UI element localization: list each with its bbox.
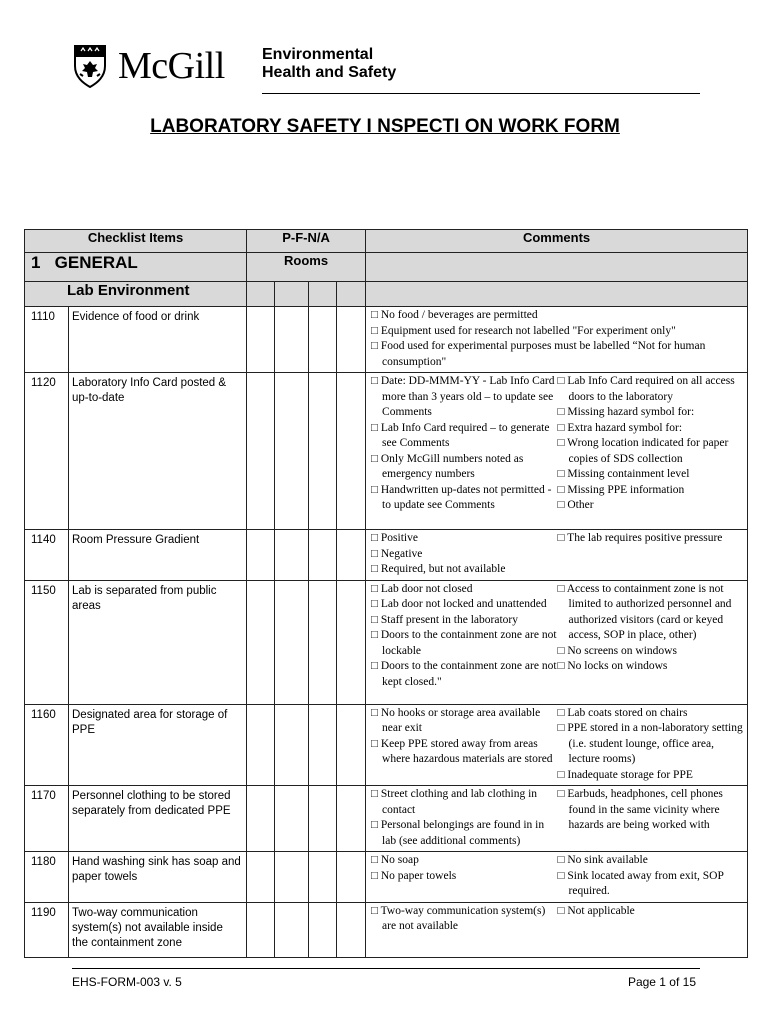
checkbox-option[interactable]: [558, 787, 745, 834]
item-number: 1120: [25, 373, 69, 530]
checkbox-option[interactable]: [371, 628, 558, 659]
checkbox-label: Street clothing and lab clothing in contact: [380, 788, 538, 816]
checkbox-label: No soap: [380, 854, 419, 866]
comments-columns: [371, 374, 744, 514]
checkbox-label: No sink available: [567, 854, 648, 866]
checkbox-option[interactable]: [558, 531, 745, 547]
pfna-cell[interactable]: [309, 530, 337, 581]
checkbox-label: Earbuds, headphones, cell phones found in the same vicinity where hazards are being worked with: [567, 788, 723, 831]
table-row: [25, 902, 748, 957]
checkbox-icon[interactable]: □: [557, 483, 565, 496]
checkbox-icon[interactable]: □: [557, 421, 565, 434]
checkbox-icon[interactable]: □: [371, 309, 378, 321]
comments-left: [371, 582, 558, 691]
checkbox-icon[interactable]: □: [371, 421, 378, 434]
pfna-cell[interactable]: [275, 530, 309, 581]
pfna-cell[interactable]: [309, 580, 337, 704]
mcgill-wordmark: McGill: [118, 45, 225, 87]
checkbox-option[interactable]: [558, 869, 745, 900]
comments-columns: [371, 531, 744, 578]
checkbox-option[interactable]: [371, 869, 558, 885]
item-number: 1170: [25, 786, 69, 852]
checkbox-icon[interactable]: □: [371, 819, 378, 831]
pfna-cell[interactable]: [337, 373, 366, 530]
comments-right: [558, 582, 745, 691]
pfna-cell[interactable]: [247, 530, 275, 581]
checkbox-icon[interactable]: □: [371, 563, 378, 575]
item-number: 1150: [25, 580, 69, 704]
checkbox-label: Required, but not available: [380, 563, 506, 575]
checkbox-option[interactable]: [371, 339, 744, 370]
checkbox-label: Sink located away from exit, SOP required.: [567, 869, 724, 897]
pfna-cell[interactable]: [275, 307, 309, 373]
pfna-cell[interactable]: [247, 852, 275, 903]
section-comments-cell: [366, 253, 748, 282]
comments-columns: [371, 904, 744, 935]
checkbox-option[interactable]: [371, 659, 558, 690]
header: [72, 42, 700, 94]
checklist-table: [24, 229, 748, 958]
table-row: [25, 580, 748, 704]
comments-columns: [371, 582, 744, 691]
checkbox-label: The lab requires positive pressure: [567, 532, 723, 544]
item-number: 1160: [25, 704, 69, 786]
header-rule: [262, 93, 700, 94]
checkbox-option[interactable]: [558, 374, 745, 405]
checkbox-option[interactable]: [371, 737, 558, 768]
section-name: GENERAL: [54, 253, 138, 272]
checkbox-option[interactable]: [371, 531, 558, 547]
checkbox-icon[interactable]: □: [557, 406, 565, 418]
pfna-cell[interactable]: [337, 786, 366, 852]
checkbox-option[interactable]: [558, 721, 745, 768]
pfna-cell[interactable]: [337, 307, 366, 373]
checkbox-label: Personal belongings are found in in lab (see additional comments): [380, 819, 545, 847]
checkbox-option[interactable]: [558, 483, 745, 499]
checkbox-label: Lab coats stored on chairs: [567, 706, 688, 719]
checkbox-label: Only McGill numbers noted as emergency numbers: [380, 452, 524, 480]
pfna-cell[interactable]: [337, 282, 366, 307]
checkbox-label: No hooks or storage area available near exit: [380, 706, 541, 734]
item-number: 1110: [25, 307, 69, 373]
checkbox-icon[interactable]: □: [371, 613, 378, 626]
pfna-cell[interactable]: [275, 852, 309, 903]
comments-columns: [371, 853, 744, 900]
page-title: LABORATORY SAFETY I NSPECTI ON WORK FORM: [150, 116, 620, 137]
checkbox-icon[interactable]: □: [371, 452, 378, 465]
comments-left: [371, 853, 558, 900]
checkbox-label: Missing hazard symbol for:: [567, 406, 695, 418]
pfna-cell[interactable]: [275, 282, 309, 307]
checkbox-option[interactable]: [371, 706, 558, 737]
comments-right: [558, 904, 745, 935]
item-description: Room Pressure Gradient: [69, 530, 247, 581]
item-description: Lab is separated from public areas: [69, 580, 247, 704]
checkbox-icon[interactable]: □: [371, 660, 378, 672]
checkbox-icon[interactable]: □: [557, 706, 565, 719]
pfna-cell[interactable]: [247, 786, 275, 852]
table-row: [25, 786, 748, 852]
item-description: Two-way communication system(s) not available inside the containment zone: [69, 902, 247, 957]
checkbox-icon[interactable]: □: [371, 904, 378, 917]
checkbox-label: Missing PPE information: [567, 483, 685, 496]
checkbox-label: Keep PPE stored away from areas where hazardous materials are stored: [380, 737, 553, 765]
checkbox-icon[interactable]: □: [371, 582, 378, 595]
pfna-cell[interactable]: [337, 902, 366, 957]
checkbox-option[interactable]: [371, 582, 558, 598]
pfna-cell[interactable]: [275, 902, 309, 957]
comments-cell: [366, 307, 748, 373]
item-number: 1180: [25, 852, 69, 903]
checkbox-icon[interactable]: □: [371, 737, 378, 750]
comments-cell: [366, 786, 748, 852]
checkbox-label: Access to containment zone is not limited to authorized personnel and authorized visitors (card or keyed access, SOP in place, other): [566, 582, 732, 641]
pfna-cell[interactable]: [309, 902, 337, 957]
checkbox-label: Not applicable: [567, 904, 635, 917]
pfna-cell[interactable]: [275, 704, 309, 786]
checkbox-label: Negative: [380, 547, 423, 560]
item-description: Designated area for storage of PPE: [69, 704, 247, 786]
item-description: Evidence of food or drink: [69, 307, 247, 373]
comments-left: [371, 374, 558, 514]
checkbox-icon[interactable]: □: [557, 437, 565, 449]
checkbox-label: Other: [567, 499, 594, 511]
pfna-header: P-F-N/A: [247, 230, 366, 253]
pfna-cell[interactable]: [309, 786, 337, 852]
pfna-cell[interactable]: [337, 530, 366, 581]
pfna-cell[interactable]: [247, 580, 275, 704]
checkbox-icon[interactable]: □: [371, 706, 378, 719]
table-row: [25, 373, 748, 530]
section-row: [25, 253, 748, 282]
form-number: EHS-FORM-003 v. 5: [72, 975, 182, 989]
rooms-label: Rooms: [247, 253, 366, 282]
comments-left: [371, 706, 558, 784]
checkbox-option[interactable]: [558, 421, 745, 437]
pfna-cell[interactable]: [247, 704, 275, 786]
item-number: 1140: [25, 530, 69, 581]
item-description: Hand washing sink has soap and paper towels: [69, 852, 247, 903]
checkbox-option[interactable]: [558, 853, 745, 869]
checkbox-label: Lab door not closed: [380, 582, 473, 595]
pfna-cell[interactable]: [309, 307, 337, 373]
checkbox-label: Doors to the containment zone are not kept closed.": [380, 660, 557, 688]
mcgill-crest-icon: [72, 44, 108, 88]
checkbox-label: Missing containment level: [567, 468, 690, 480]
checkbox-label: Inadequate storage for PPE: [567, 768, 693, 781]
department-line-1: Environmental: [262, 46, 374, 63]
checkbox-option[interactable]: [371, 562, 558, 578]
checkbox-icon[interactable]: □: [557, 660, 565, 672]
pfna-cell[interactable]: [309, 704, 337, 786]
comments-cell: [366, 704, 748, 786]
checkbox-icon[interactable]: □: [557, 904, 565, 917]
comments-cell: [366, 902, 748, 957]
pfna-cell[interactable]: [275, 580, 309, 704]
checkbox-option[interactable]: [558, 706, 745, 722]
checkbox-label: PPE stored in a non-laboratory setting (i.e. student lounge, office area, lecture rooms): [567, 722, 743, 765]
checkbox-option[interactable]: [558, 659, 745, 675]
comments-left: [371, 531, 558, 578]
checkbox-option[interactable]: [371, 787, 558, 818]
pfna-cell[interactable]: [309, 852, 337, 903]
checkbox-label: Staff present in the laboratory: [380, 613, 518, 626]
checkbox-icon[interactable]: □: [371, 532, 378, 544]
subsection-row: [25, 282, 748, 307]
checkbox-icon[interactable]: □: [557, 375, 565, 387]
checkbox-option[interactable]: [558, 498, 745, 514]
checkbox-icon[interactable]: □: [557, 768, 565, 781]
table-row: [25, 530, 748, 581]
checkbox-icon[interactable]: □: [371, 869, 378, 882]
comments-columns: [371, 787, 744, 849]
checkbox-icon[interactable]: □: [371, 483, 378, 496]
table-row: [25, 852, 748, 903]
checkbox-label: Lab Info Card required on all access doors to the laboratory: [567, 375, 735, 403]
pfna-cell[interactable]: [309, 282, 337, 307]
checkbox-option[interactable]: [558, 644, 745, 660]
checklist-items-header: Checklist Items: [25, 230, 247, 253]
comments-cell: [366, 852, 748, 903]
checkbox-icon[interactable]: □: [371, 598, 378, 610]
item-number: 1190: [25, 902, 69, 957]
checkbox-label: Equipment used for research not labelled "For experiment only": [380, 324, 676, 337]
checkbox-icon[interactable]: □: [557, 854, 565, 866]
checkbox-icon[interactable]: □: [557, 532, 565, 544]
pfna-cell[interactable]: [247, 282, 275, 307]
checkbox-label: No paper towels: [380, 869, 457, 882]
checkbox-option[interactable]: [371, 452, 558, 483]
comments-header: Comments: [366, 230, 748, 253]
checkbox-label: No food / beverages are permitted: [380, 309, 538, 321]
comments-left: [371, 787, 558, 849]
checkbox-label: Handwritten up-dates not permitted - to update see Comments: [380, 483, 552, 511]
pfna-cell[interactable]: [275, 373, 309, 530]
checkbox-icon[interactable]: □: [371, 788, 378, 800]
checkbox-icon[interactable]: □: [371, 854, 378, 866]
checkbox-icon[interactable]: □: [371, 324, 378, 337]
comments-right: [558, 531, 745, 578]
checkbox-label: No screens on windows: [567, 644, 677, 657]
footer: [72, 968, 700, 989]
pfna-cell[interactable]: [337, 704, 366, 786]
comments-right: [558, 374, 745, 514]
checkbox-label: Lab Info Card required – to generate see Comments: [380, 421, 550, 449]
checkbox-label: Doors to the containment zone are not lockable: [380, 629, 557, 657]
checkbox-option[interactable]: [558, 467, 745, 483]
table-row: [25, 704, 748, 786]
department-name: [262, 46, 396, 82]
pfna-cell[interactable]: [247, 902, 275, 957]
checkbox-option[interactable]: [371, 483, 558, 514]
pfna-cell[interactable]: [309, 373, 337, 530]
checkbox-icon[interactable]: □: [557, 644, 565, 657]
checkbox-label: Wrong location indicated for paper copies of SDS collection: [567, 437, 729, 465]
checkbox-option[interactable]: [371, 547, 558, 563]
section-number: 1: [31, 253, 41, 272]
item-description: Laboratory Info Card posted & up-to-date: [69, 373, 247, 530]
comments-cell: [366, 373, 748, 530]
table-row: [25, 307, 748, 373]
checkbox-label: Date: DD-MMM-YY - Lab Info Card more than 3 years old – to update see Comments: [380, 375, 555, 418]
checkbox-option[interactable]: [558, 405, 745, 421]
checkbox-option[interactable]: [371, 853, 558, 869]
checkbox-icon[interactable]: □: [557, 582, 565, 595]
checkbox-label: Extra hazard symbol for:: [567, 421, 683, 434]
comments-left: [371, 904, 558, 935]
checkbox-icon[interactable]: □: [557, 722, 565, 734]
checkbox-icon[interactable]: □: [371, 375, 378, 387]
checkbox-label: Lab door not locked and unattended: [380, 598, 547, 610]
checkbox-option[interactable]: [371, 818, 558, 849]
comments-columns: [371, 706, 744, 784]
checkbox-option[interactable]: [371, 421, 558, 452]
comments-cell: [366, 580, 748, 704]
checkbox-label: Two-way communication system(s) are not available: [380, 904, 546, 932]
pfna-cell[interactable]: [275, 786, 309, 852]
comments-right: [558, 853, 745, 900]
checkbox-label: Positive: [380, 532, 418, 544]
pfna-cell[interactable]: [337, 852, 366, 903]
department-line-2: Health and Safety: [262, 64, 397, 81]
page-number: Page 1 of 15: [627, 975, 696, 989]
pfna-cell[interactable]: [337, 580, 366, 704]
checkbox-icon[interactable]: □: [557, 788, 565, 800]
checkbox-icon[interactable]: □: [371, 629, 378, 641]
comments-right: [558, 787, 745, 849]
checkbox-option[interactable]: [371, 374, 558, 421]
checkbox-icon[interactable]: □: [371, 340, 378, 352]
subsection-comments-cell: [366, 282, 748, 307]
item-description: Personnel clothing to be stored separately from dedicated PPE: [69, 786, 247, 852]
comments-cell: [366, 530, 748, 581]
checkbox-icon[interactable]: □: [371, 547, 378, 560]
pfna-cell[interactable]: [247, 307, 275, 373]
checkbox-option[interactable]: [558, 768, 745, 784]
checkbox-option[interactable]: [558, 582, 745, 644]
checkbox-option[interactable]: [371, 324, 744, 340]
checkbox-option[interactable]: [371, 904, 558, 935]
checkbox-icon[interactable]: □: [557, 869, 565, 882]
section-title: [25, 253, 247, 282]
checkbox-icon[interactable]: □: [557, 499, 565, 511]
table-header-row: [25, 230, 748, 253]
pfna-cell[interactable]: [247, 373, 275, 530]
checkbox-option[interactable]: [371, 308, 744, 324]
checkbox-option[interactable]: [371, 613, 558, 629]
subsection-title: Lab Environment: [25, 282, 247, 307]
checkbox-label: No locks on windows: [567, 660, 668, 672]
checkbox-option[interactable]: [371, 597, 558, 613]
checkbox-icon[interactable]: □: [557, 468, 565, 480]
checkbox-option[interactable]: [558, 904, 745, 920]
checkbox-option[interactable]: [558, 436, 745, 467]
comments-right: [558, 706, 745, 784]
checkbox-label: Food used for experimental purposes must be labelled “Not for human consumption": [380, 340, 706, 368]
